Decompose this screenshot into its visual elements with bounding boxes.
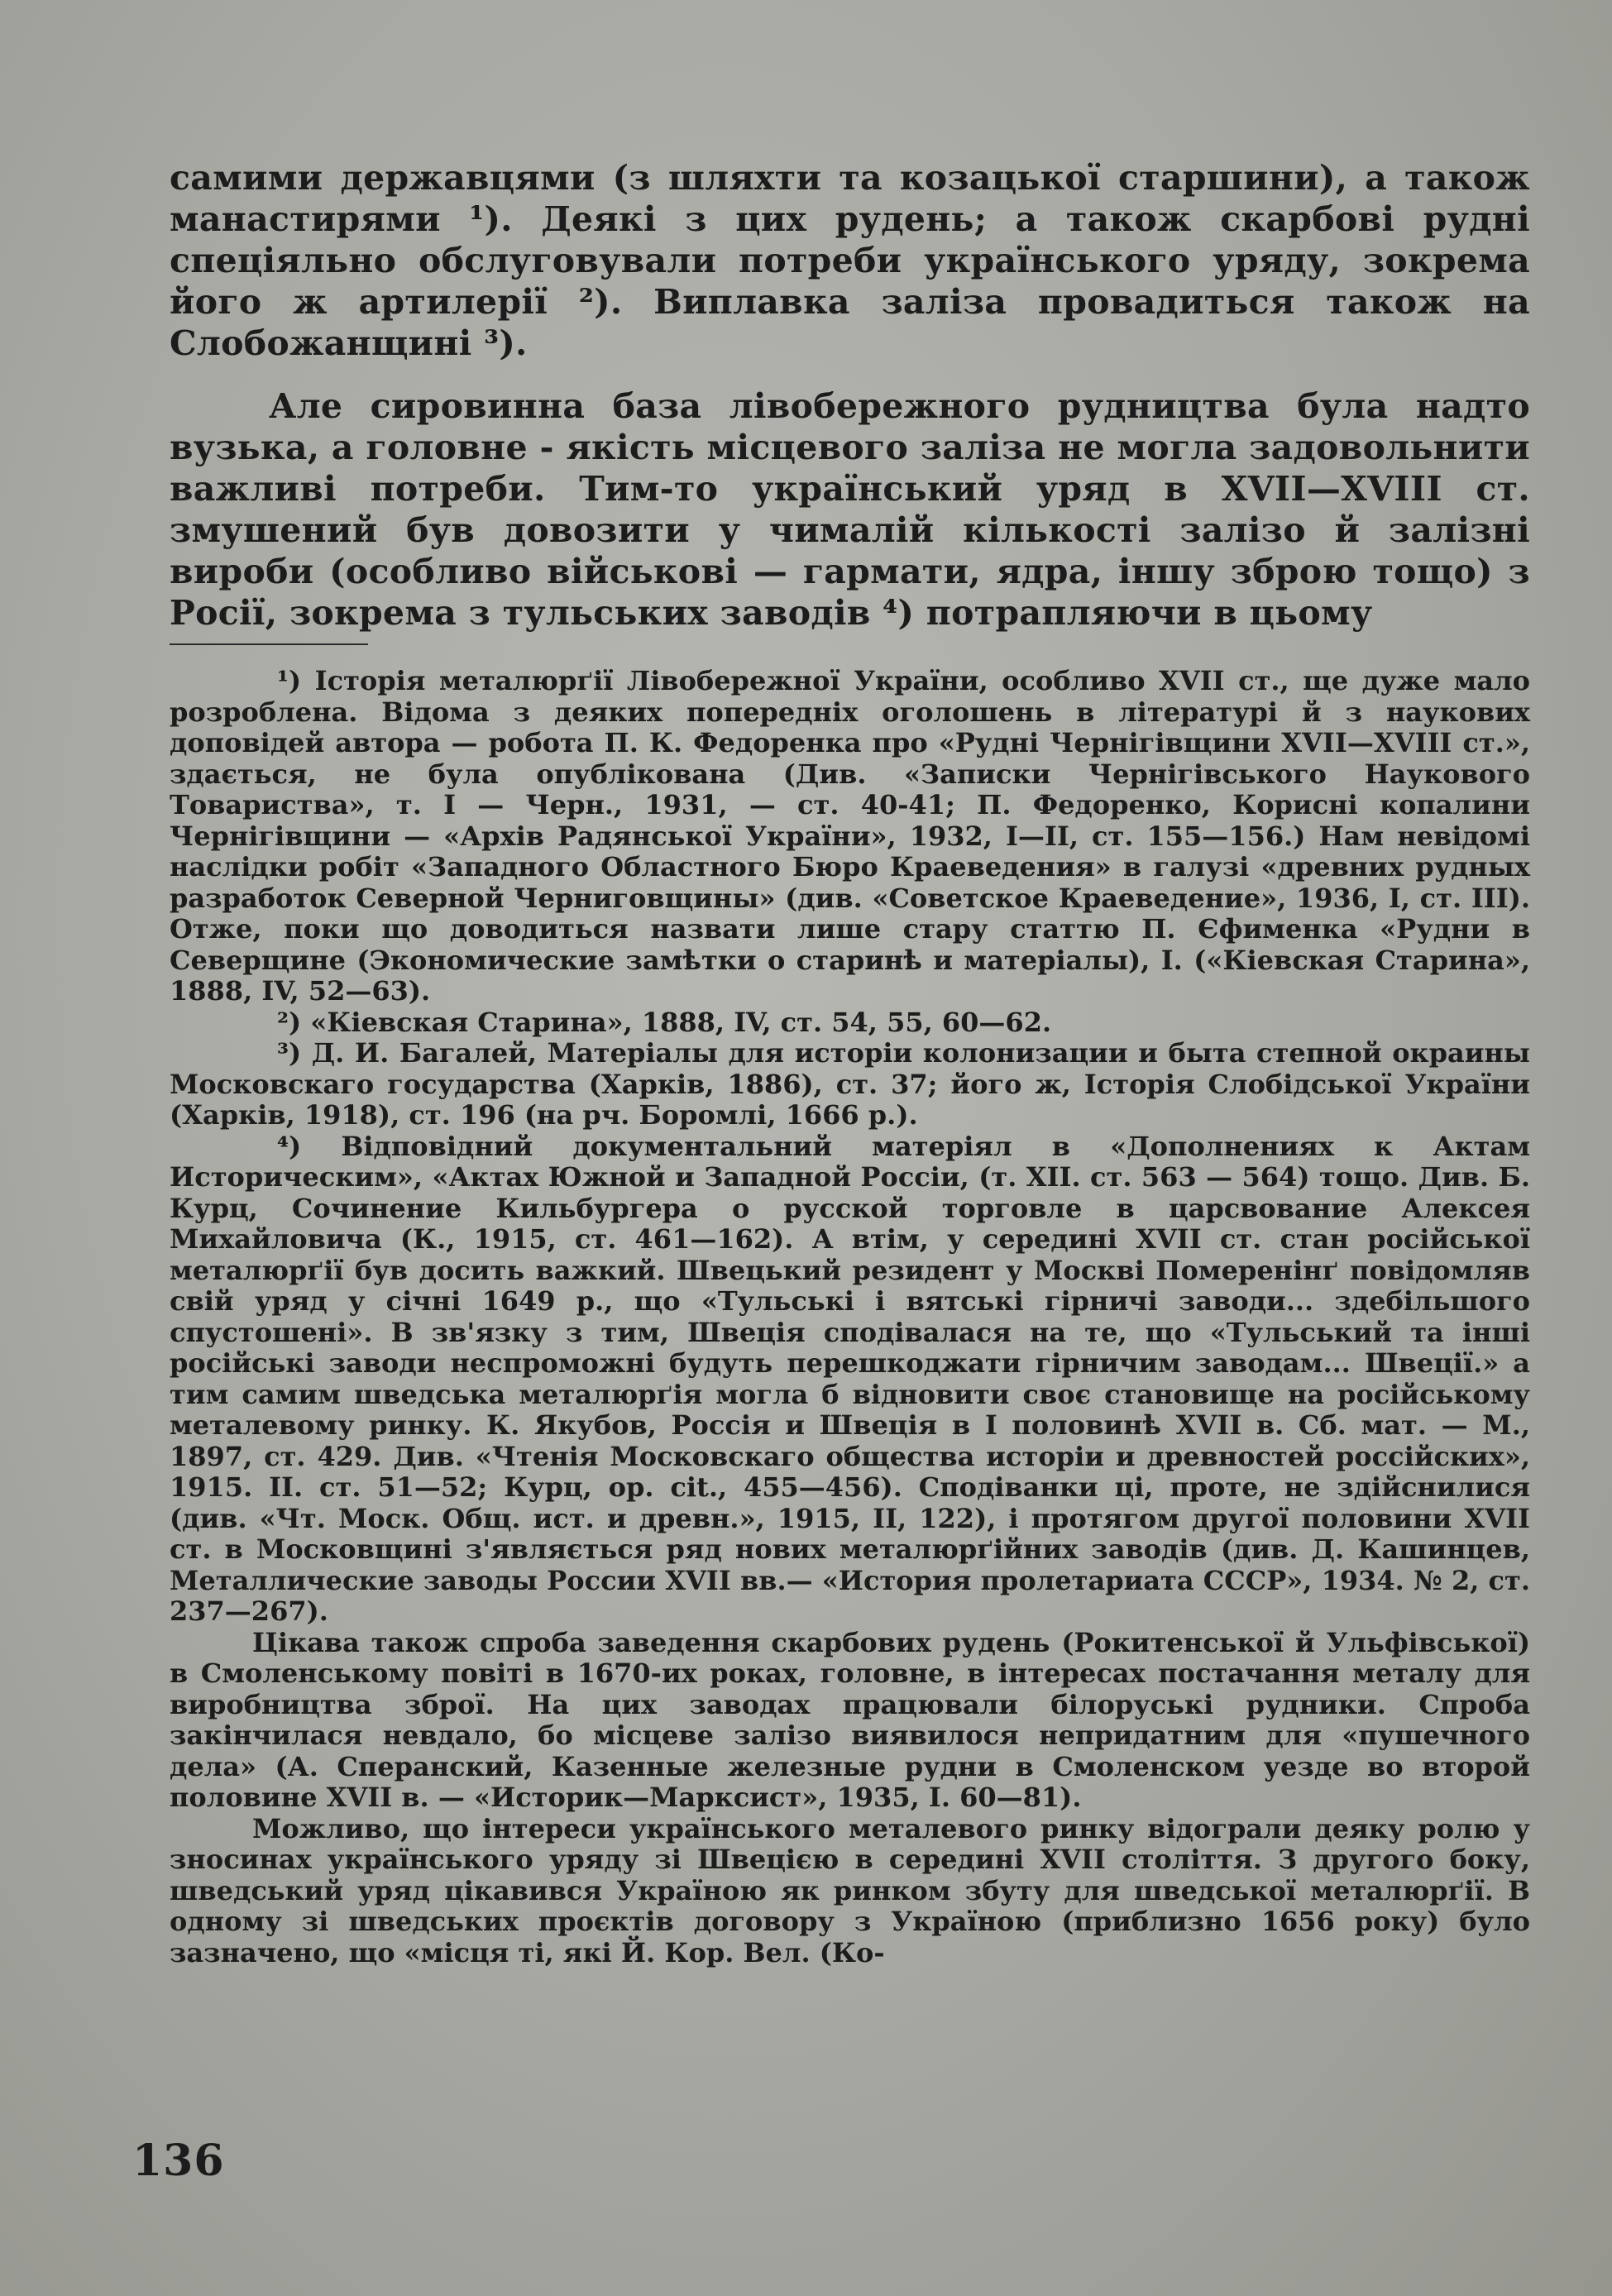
page-number: 136 — [132, 2136, 225, 2186]
main-paragraph-1: самими державцями (з шляхти та козацької старшини), а також манастирями ¹). Деякі з цих рудень; а також скарбові рудні спеціяльно обслуговували потреби українського уряду, зокрема його ж артилерії ²). Виплавка заліза провадиться також на Слобожанщині ³). — [170, 158, 1530, 363]
footnote-2: ²) «Кіевская Старина», 1888, IV, ст. 54, 55, 60—62. — [277, 1006, 1052, 1038]
footnote-paragraph-sweden: Можливо, що інтереси українського металевого ринку відограли деяку ролю у зносинах українського уряду зі Швецією в середині XVII століття. З другого боку, шведський уряд цікавився Україною як ринком збуту для шведської металюрґії. В одному зі шведських проєктів договору з Україною (приблизно 1656 року) було зазначено, що «місця ті, які Й. Кор. Вел. (Ко- — [170, 1812, 1530, 1968]
footnote-1: ¹) Історія металюрґії Лівобережної України, особливо XVII ст., ще дуже мало розроблена. Відома з деяких попередніх оголошень в літературі й з наукових доповідей автора — робота П. К. Федоренка про «Рудні Чернігівщини XVII—XVIII ст.», здається, не була опублікована (Див. «Записки Чернігівського Наукового Товариства», т. I — Черн., 1931, — ст. 40-41; П. Федоренко, Корисні копалини Чернігівщини — «Архів Радянської України», 1932, I—II, ст. 155—156.) Нам невідомі наслідки робіт «Западного Областного Бюро Краеведения» в галузі «древних рудных разработок Северной Черниговщины» (див. «Советское Краеведение», 1936, I, ст. III). Отже, поки що доводиться назвати лише стару статтю П. Єфименка «Рудни в Северщине (Экономические замѣтки о старинѣ и матеріалы), I. («Кіевская Старина», 1888, IV, 52—63). — [170, 665, 1530, 1007]
footnote-paragraph-smolensk: Цікава також спроба заведення скарбових рудень (Рокитенської й Ульфівської) в Смоленському повіті в 1670-их роках, головне, в інтересах постачання металу для виробництва зброї. На цих заводах працювали білоруські рудники. Спроба закінчилася невдало, бо місцеве залізо виявилося непридатним для «пушечного дела» (А. Сперанский, Казенные железные рудни в Смоленском уезде во второй половине XVII в. — «Историк—Марксист», 1935, I. 60—81). — [170, 1626, 1530, 1813]
footnotes — [170, 666, 1530, 1968]
footnote-4: ⁴) Відповідний документальний матеріял в «Дополнениях к Актам Историческим», «Актах Южной и Западной Россіи, (т. XII. ст. 563 — 564) тощо. Див. Б. Курц, Сочинение Кильбургера о русской торговле в царсвование Алексея Михайловича (К., 1915, ст. 461—162). А втім, у середині XVII ст. стан російської металюрґії був досить важкий. Швецький резидент у Москві Померенінґ повідомляв свій уряд у січні 1649 р., що «Тульські і вятські гірничі заводи... здебільшого спустошені». В зв'язку з тим, Швеція сподівалася на те, що «Тульський та інші російські заводи неспроможні будуть перешкоджати гірничим заводам... Швеції.» а тим самим шведська металюрґія могла б відновити своє становище на російському металевому ринку. К. Якубов, Россія и Швеція в I половинѣ XVII в. Сб. мат. — М., 1897, ст. 429. Див. «Чтенія Московскаго общества исторіи и древностей россійских», 1915. II. ст. 51—52; Курц, op. cit., 455—456). Сподіванки ці, проте, не здійснилися (див. «Чт. Моск. Общ. ист. и древн.», 1915, II, 122), і протягом другої половини XVII ст. в Московщині з'являється ряд нових металюрґійних заводів (див. Д. Кашинцев, Металлические заводы России XVII вв.— «История пролетариата СССР», 1934. № 2, ст. 237—267). — [170, 1130, 1530, 1627]
main-paragraph-2: Але сировинна база лівобережного рудництва була надто вузька, а головне - якість місцевого заліза не могла задовольнити важливі потреби. Тим-то український уряд в XVII—XVIII ст. змушений був довозити у чималій кількості залізо й залізні вироби (особливо військові — гармати, ядра, іншу зброю тощо) з Росії, зокрема з тульських заводів ⁴) потрапляючи в цьому — [170, 386, 1530, 633]
footnote-3: ³) Д. И. Багалей, Матеріалы для исторіи колонизации и быта степной окраины Московскаго государства (Харків, 1886), ст. 37; його ж, Історія Слобідської України (Харків, 1918), ст. 196 (на рч. Боромлі, 1666 р.). — [170, 1037, 1530, 1131]
main-text — [170, 157, 1530, 655]
footnote-separator — [170, 643, 368, 645]
